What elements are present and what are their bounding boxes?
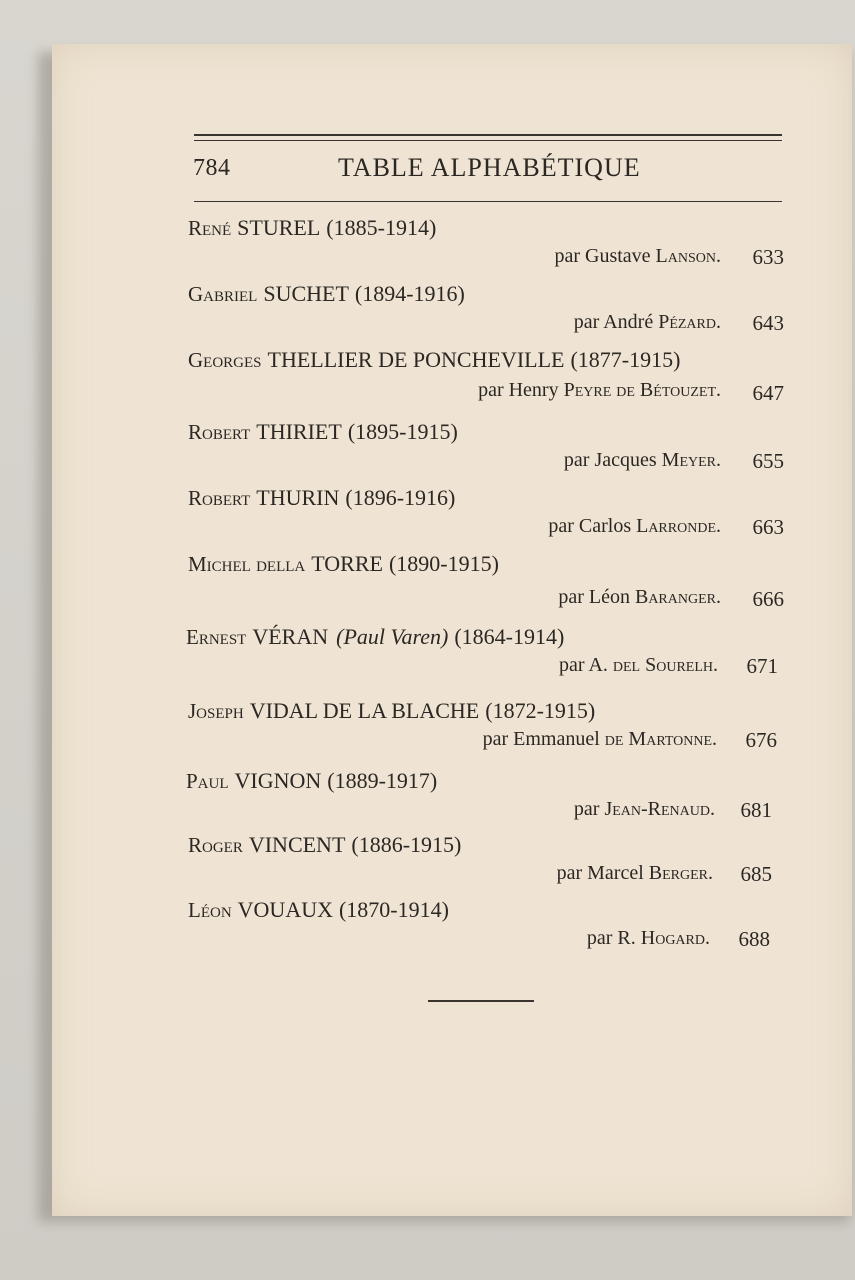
first-name: Paul	[186, 769, 229, 793]
author-last-name: Larronde.	[636, 515, 721, 537]
life-dates: (1885-1914)	[326, 215, 437, 240]
author-first-name: Carlos	[578, 515, 632, 537]
last-name: VÉRAN	[252, 624, 329, 649]
par-label: par	[482, 728, 509, 750]
last-name: THELLIER DE PONCHEVILLE	[267, 347, 565, 372]
first-name: Michel della	[188, 552, 306, 576]
entry-author	[554, 245, 721, 268]
entry-author	[557, 862, 713, 885]
life-dates: (1889-1917)	[327, 768, 438, 793]
author-last-name: Peyre de Bétouzet.	[563, 379, 721, 401]
entry-name	[188, 347, 680, 373]
life-dates: (1896-1916)	[345, 485, 456, 510]
life-dates: (1877-1915)	[570, 347, 681, 372]
entry-torre	[0, 551, 855, 617]
first-name: Léon	[188, 898, 232, 922]
entry-vouaux	[0, 897, 855, 963]
entry-name	[186, 624, 564, 650]
entry-name	[188, 485, 455, 511]
last-name: VINCENT	[248, 832, 346, 857]
author-first-name: Marcel	[587, 862, 644, 884]
par-label: par	[558, 586, 584, 608]
entry-name	[188, 551, 499, 577]
author-last-name: Berger.	[648, 862, 713, 884]
par-label: par	[558, 654, 585, 676]
par-label: par	[563, 449, 590, 471]
author-first-name: Henry	[508, 379, 559, 401]
author-last-name: Lanson.	[655, 245, 721, 267]
entry-author	[559, 654, 718, 677]
last-name: VOUAUX	[237, 897, 333, 922]
author-first-name: Emmanuel	[513, 728, 600, 750]
first-name: Robert	[188, 420, 251, 444]
last-name: THIRIET	[256, 419, 342, 444]
life-dates: (1886-1915)	[351, 832, 462, 857]
par-label: par	[478, 379, 504, 401]
author-last-name: Baranger.	[634, 586, 721, 608]
header-double-rule	[194, 134, 782, 141]
author-last-name: Meyer.	[661, 449, 721, 471]
last-name: THURIN	[256, 485, 340, 510]
author-first-name: André	[603, 311, 654, 333]
last-name: TORRE	[311, 551, 383, 576]
entry-suchet	[0, 281, 855, 347]
page-number: 784	[193, 155, 231, 181]
life-dates: (1864-1914)	[454, 624, 565, 649]
entry-veran	[0, 624, 855, 690]
entry-name	[188, 215, 436, 241]
par-label: par	[573, 798, 600, 820]
par-label: par	[554, 245, 580, 267]
entry-vidal-de-la-blache	[0, 698, 855, 764]
entry-vignon	[0, 768, 855, 834]
entry-author	[558, 586, 721, 609]
entry-thellier	[0, 347, 855, 413]
author-first-name: Gustave	[585, 245, 651, 267]
last-name: STUREL	[237, 215, 321, 240]
entry-page-number: 685	[740, 862, 772, 886]
par-label: par	[548, 515, 574, 537]
entry-author	[587, 927, 710, 950]
last-name: SUCHET	[263, 281, 349, 306]
entry-page-number: 643	[752, 311, 784, 335]
last-name: VIGNON	[234, 768, 322, 793]
par-label: par	[556, 862, 583, 884]
last-name: VIDAL DE LA BLACHE	[249, 698, 480, 723]
entry-name	[188, 832, 461, 858]
entry-vincent	[0, 832, 855, 898]
first-name: Joseph	[188, 699, 244, 723]
first-name: Ernest	[186, 625, 247, 649]
entry-thurin	[0, 485, 855, 551]
author-first-name: R.	[617, 927, 636, 949]
author-first-name: Jacques	[594, 449, 657, 471]
closing-rule	[428, 1000, 534, 1002]
life-dates: (1890-1915)	[388, 551, 499, 576]
first-name: Georges	[188, 348, 262, 372]
header-underline	[194, 201, 782, 202]
entry-sturel	[0, 215, 855, 281]
author-last-name: Jean-Renaud.	[604, 798, 715, 820]
entry-page-number: 655	[752, 449, 784, 473]
first-name: René	[188, 216, 232, 240]
entry-author	[574, 798, 715, 821]
entry-name	[188, 698, 595, 724]
par-label: par	[573, 311, 600, 333]
entry-author	[574, 311, 721, 334]
author-last-name: Pézard.	[658, 311, 721, 333]
par-label: par	[586, 927, 613, 949]
first-name: Gabriel	[188, 282, 258, 306]
author-last-name: de Martonne.	[604, 728, 717, 750]
entry-page-number: 633	[752, 245, 784, 269]
entry-thiriet	[0, 419, 855, 485]
entry-name	[188, 419, 458, 445]
entry-author	[483, 728, 717, 751]
life-dates: (1895-1915)	[347, 419, 458, 444]
life-dates: (1870-1914)	[338, 897, 449, 922]
pseudonym: (Paul Varen)	[336, 624, 449, 649]
entry-page-number: 676	[745, 728, 777, 752]
life-dates: (1894-1916)	[354, 281, 465, 306]
life-dates: (1872-1915)	[485, 698, 596, 723]
author-first-name: Léon	[588, 586, 630, 608]
entry-page-number: 647	[752, 381, 784, 405]
entry-author	[478, 379, 721, 402]
running-title: TABLE ALPHABÉTIQUE	[338, 153, 641, 182]
author-first-name: A.	[588, 654, 608, 676]
entry-page-number: 663	[752, 515, 784, 539]
entry-author	[548, 515, 721, 538]
entry-page-number: 671	[746, 654, 778, 678]
first-name: Robert	[188, 486, 251, 510]
entry-name	[188, 281, 465, 307]
entry-author	[564, 449, 721, 472]
entry-page-number: 666	[752, 587, 784, 611]
author-last-name: Hogard.	[640, 927, 710, 949]
author-last-name: del Sourelh.	[612, 654, 718, 676]
entry-page-number: 681	[740, 798, 772, 822]
entry-name	[188, 897, 449, 923]
entry-name	[186, 768, 437, 794]
first-name: Roger	[188, 833, 243, 857]
entry-page-number: 688	[738, 927, 770, 951]
